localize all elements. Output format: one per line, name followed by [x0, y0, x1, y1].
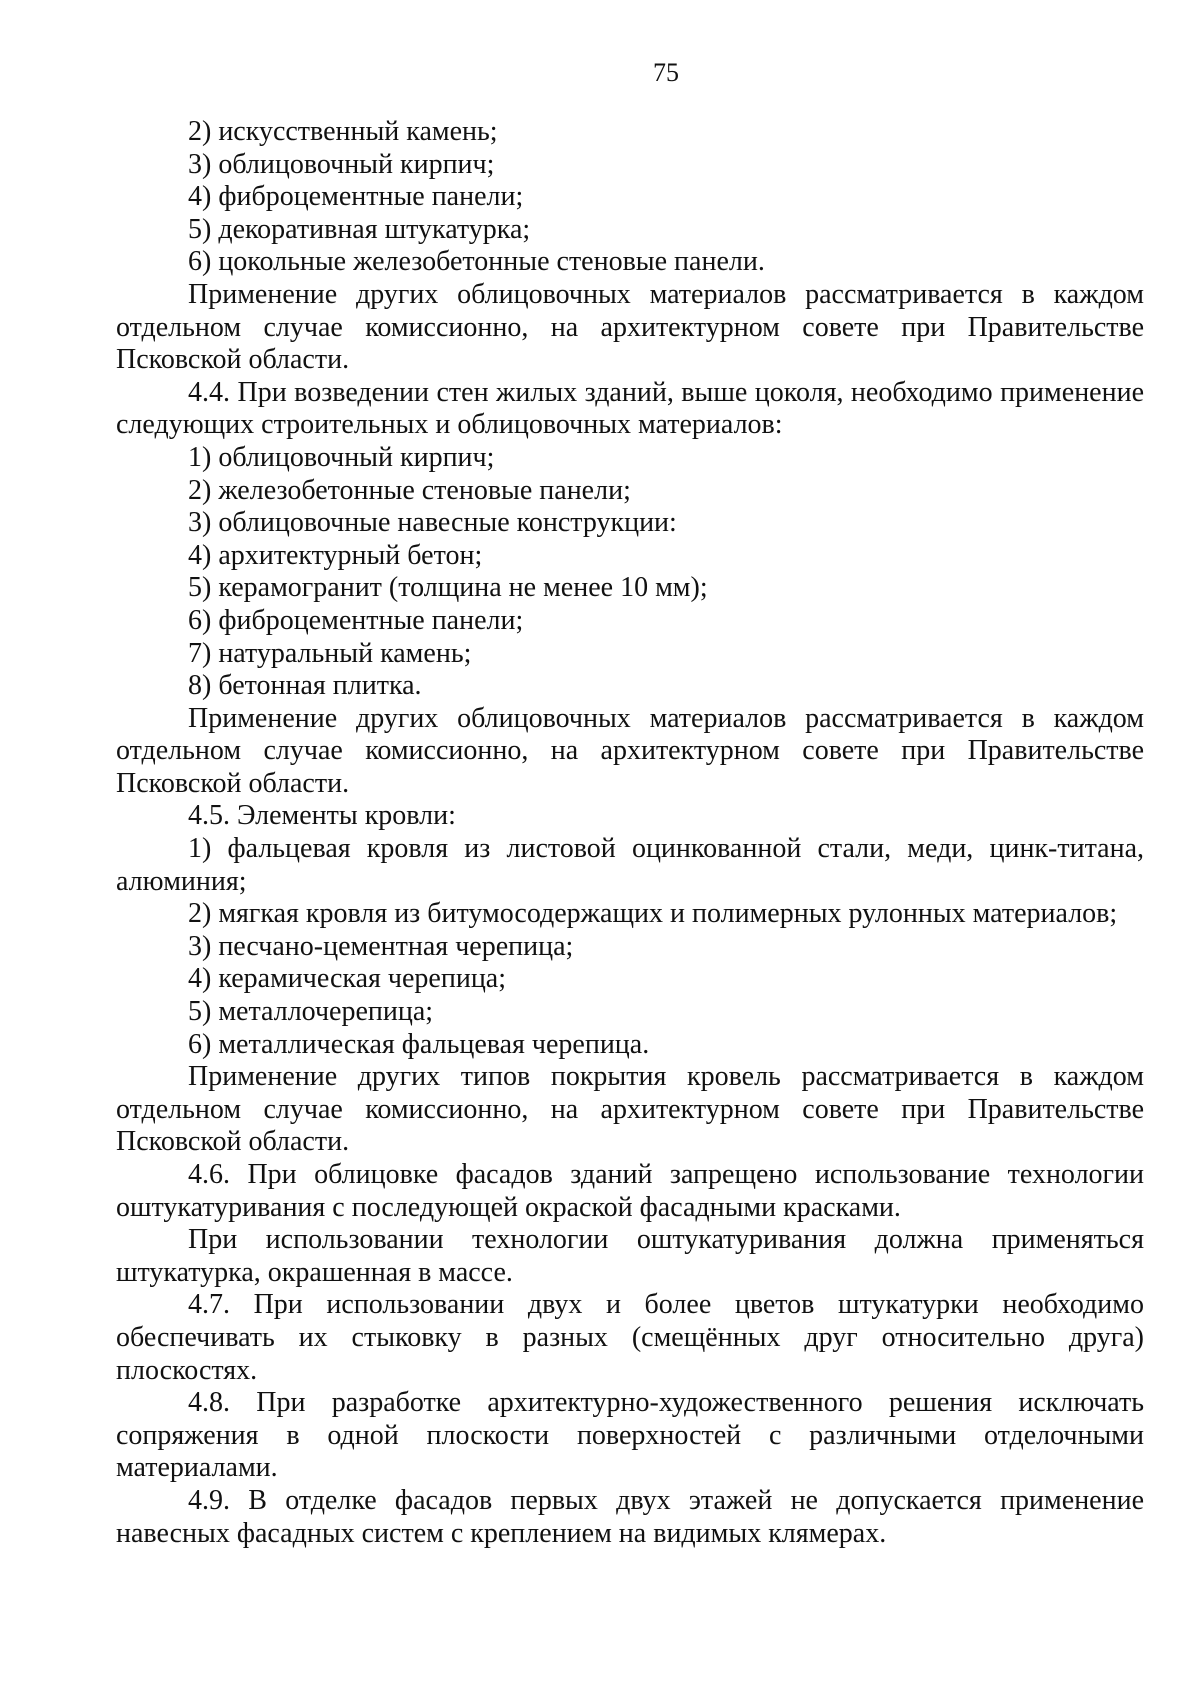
list-item-walls-1: 1) облицовочный кирпич;	[188, 441, 495, 473]
paragraph-other-roofing: Применение других типов покрытия кровель рассматривается в каждом отдельном случае комиссионно, на архитектурном совете при Правительстве Псковской области.	[116, 1061, 1144, 1158]
document-body	[116, 116, 1144, 1550]
list-item-walls-8: 8) бетонная плитка.	[188, 670, 422, 702]
paragraph-4-7: 4.7. При использовании двух и более цветов штукатурки необходимо обеспечивать их стыковку в разных (смещённых друг относительно друга) плоскостях.	[116, 1289, 1144, 1386]
list-item-walls-6: 6) фиброцементные панели;	[188, 604, 524, 636]
list-item-walls-3: 3) облицовочные навесные конструкции:	[188, 507, 677, 539]
list-item-facing-2: 2) искусственный камень;	[188, 116, 498, 147]
list-item-facing-6: 6) цокольные железобетонные стеновые панели.	[188, 246, 765, 278]
list-item-roof-2: 2) мягкая кровля из битумосодержащих и полимерных рулонных материалов;	[188, 898, 1118, 930]
list-item-walls-7: 7) натуральный камень;	[188, 637, 472, 669]
list-item-roof-6: 6) металлическая фальцевая черепица.	[188, 1028, 650, 1060]
list-item-roof-5: 5) металлочерепица;	[188, 996, 434, 1028]
list-item-facing-5: 5) декоративная штукатурка;	[188, 213, 531, 245]
paragraph-other-materials-1: Применение других облицовочных материалов рассматривается в каждом отдельном случае комиссионно, на архитектурном совете при Правительстве Псковской области.	[116, 278, 1144, 376]
list-item-walls-5: 5) керамогранит (толщина не менее 10 мм);	[188, 572, 708, 604]
paragraph-4-9: 4.9. В отделке фасадов первых двух этажей не допускается применение навесных фасадных систем с креплением на видимых клямерах.	[116, 1484, 1144, 1549]
list-item-walls-4: 4) архитектурный бетон;	[188, 539, 483, 571]
list-item-roof-1: 1) фальцевая кровля из листовой оцинкованной стали, меди, цинк-титана, алюминия;	[116, 833, 1144, 897]
heading-4-5: 4.5. Элементы кровли:	[188, 800, 456, 832]
paragraph-other-materials-2: Применение других облицовочных материалов рассматривается в каждом отдельном случае комиссионно, на архитектурном совете при Правительстве Псковской области.	[116, 702, 1144, 799]
list-item-walls-2: 2) железобетонные стеновые панели;	[188, 474, 631, 506]
paragraph-4-4: 4.4. При возведении стен жилых зданий, выше цоколя, необходимо применение следующих строительных и облицовочных материалов:	[116, 376, 1144, 441]
list-item-facing-3: 3) облицовочный кирпич;	[188, 148, 495, 180]
list-item-facing-4: 4) фиброцементные панели;	[188, 181, 524, 213]
paragraph-4-8: 4.8. При разработке архитектурно-художественного решения исключать сопряжения в одной плоскости поверхностей с различными отделочными материалами.	[116, 1387, 1144, 1484]
paragraph-plaster: При использовании технологии оштукатуривания должна применяться штукатурка, окрашенная в массе.	[116, 1224, 1144, 1288]
list-item-roof-3: 3) песчано-цементная черепица;	[188, 930, 574, 962]
list-item-roof-4: 4) керамическая черепица;	[188, 963, 507, 995]
page-number: 75	[653, 58, 679, 87]
paragraph-4-6: 4.6. При облицовке фасадов зданий запрещено использование технологии оштукатуривания с последующей окраской фасадными красками.	[116, 1159, 1144, 1223]
